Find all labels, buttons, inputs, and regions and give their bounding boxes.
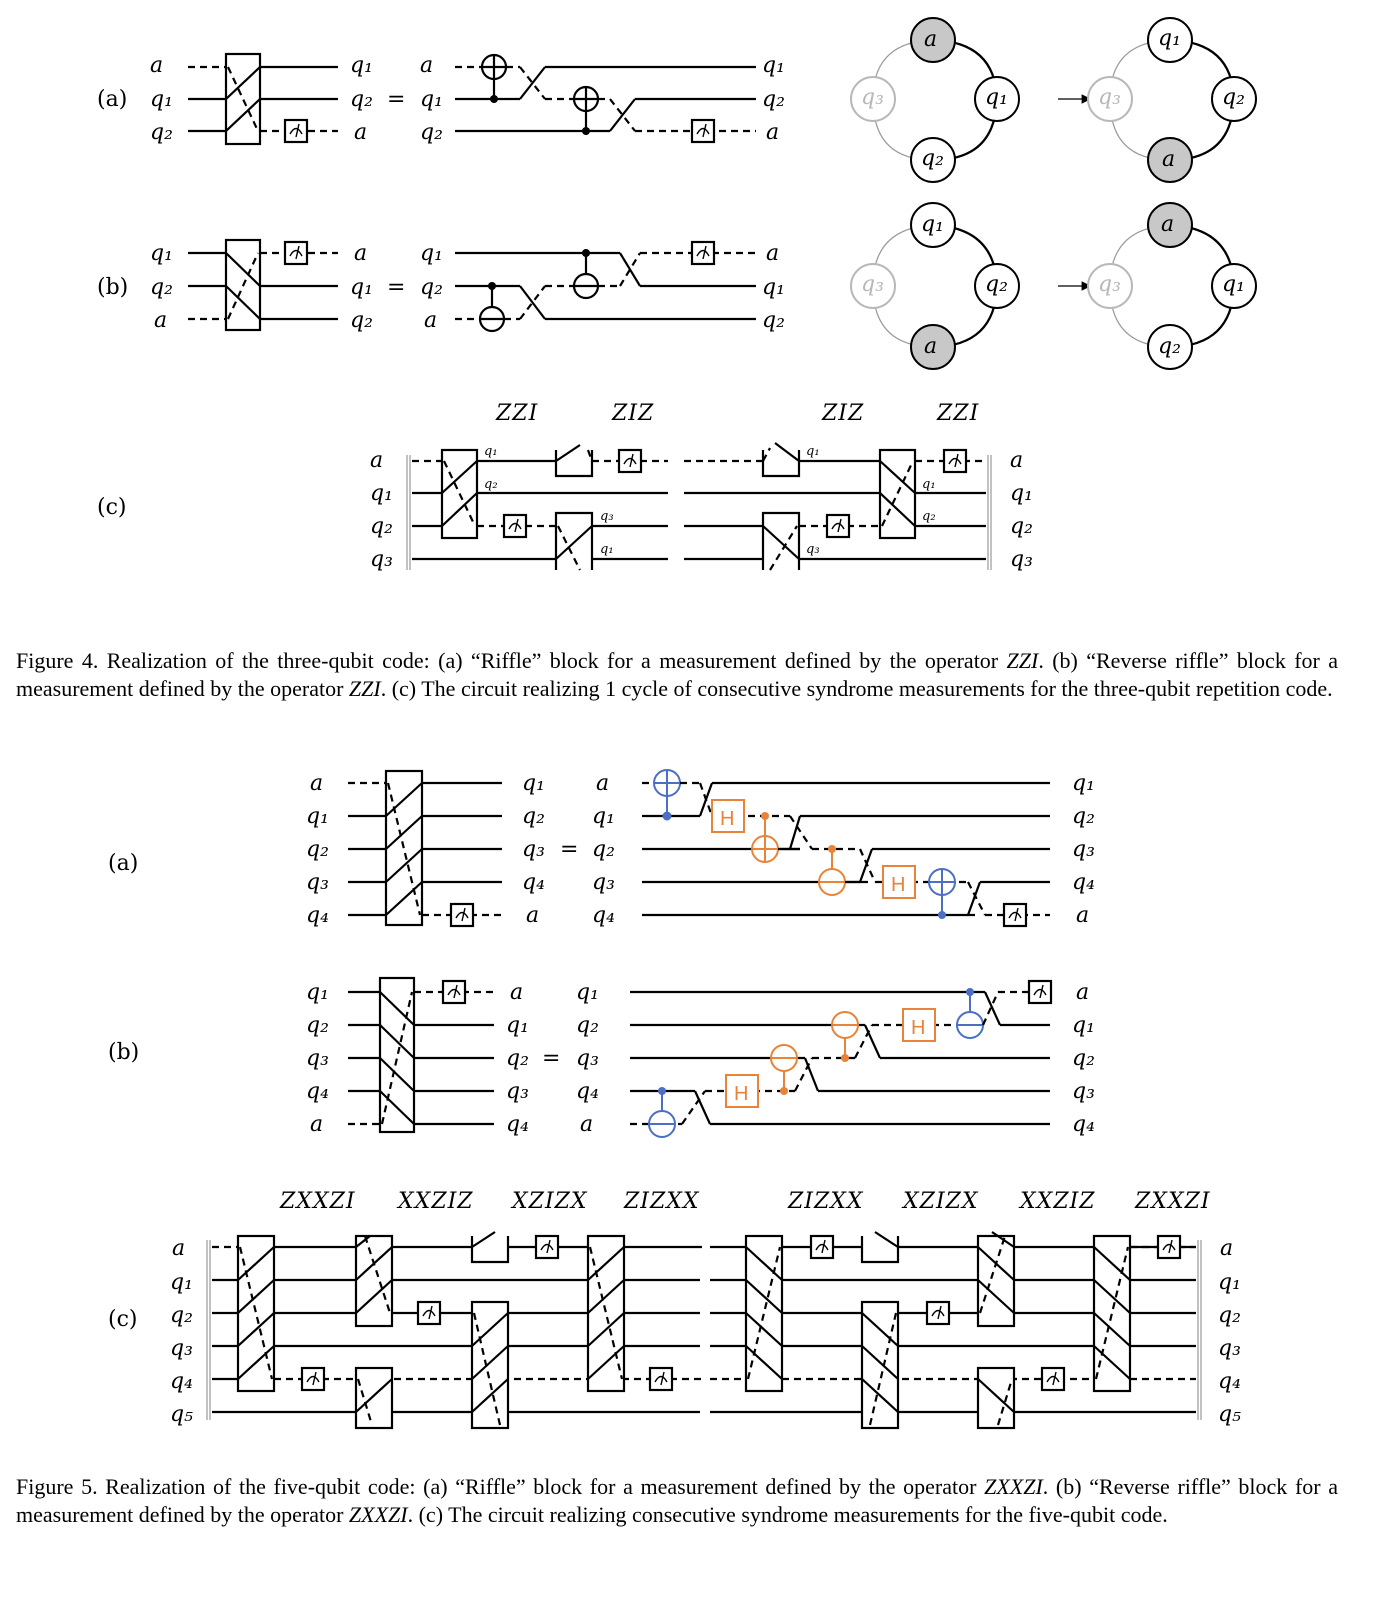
svg-text:q₂: q₂ — [306, 837, 329, 862]
measure-icon — [1029, 981, 1051, 1003]
svg-text:q₁: q₁ — [420, 241, 443, 266]
svg-text:q₁: q₁ — [1158, 26, 1181, 51]
measure-icon — [927, 1302, 949, 1324]
svg-text:a: a — [1162, 147, 1176, 172]
svg-text:a: a — [424, 308, 438, 333]
svg-text:q₃: q₃ — [861, 272, 884, 297]
svg-text:q₁: q₁ — [985, 85, 1008, 110]
svg-text:q₃: q₃ — [306, 1046, 329, 1071]
svg-text:q₃: q₃ — [1098, 272, 1121, 297]
fig5-part-c — [108, 1189, 1241, 1428]
svg-text:q₁: q₁ — [1222, 272, 1245, 297]
equals-sign: = — [387, 87, 406, 112]
svg-text:q₃: q₃ — [1072, 1079, 1095, 1104]
figure5-caption: Figure 5. Realization of the five-qubit code: (a) “Riffle” block for a measurement defined by the operator ZXXZI. (b) “Reverse riffle” block for a measurement defined by the operator ZXXZI. (c) The circuit realizing consecutive syndrome measurements for the five-qubit code. — [16, 1474, 1338, 1527]
measure-icon — [811, 1236, 833, 1258]
measure-icon — [285, 242, 307, 264]
fig4b-graph-after — [1088, 203, 1256, 369]
svg-text:q₁: q₁ — [806, 444, 820, 459]
svg-text:ZIZXX: ZIZXX — [624, 1189, 700, 1214]
measure-icon — [827, 515, 849, 537]
measure-icon — [650, 1368, 672, 1390]
svg-text:ZZI: ZZI — [937, 401, 980, 426]
svg-text:q₂: q₂ — [1072, 804, 1095, 829]
svg-text:a: a — [370, 448, 384, 473]
fig4-part-b — [97, 240, 785, 333]
svg-text:q₁: q₁ — [600, 542, 614, 557]
svg-text:a: a — [1076, 980, 1090, 1005]
svg-text:q₁: q₁ — [1218, 1270, 1241, 1295]
svg-text:q₁: q₁ — [506, 1013, 529, 1038]
svg-text:q₂: q₂ — [170, 1303, 193, 1328]
svg-text:q₂: q₂ — [522, 804, 545, 829]
svg-text:a: a — [580, 1112, 594, 1137]
svg-text:a: a — [310, 1112, 324, 1137]
svg-text:q₄: q₄ — [1072, 870, 1095, 895]
svg-text:a: a — [310, 771, 324, 796]
svg-text:q₃: q₃ — [306, 870, 329, 895]
svg-text:q₃: q₃ — [1010, 547, 1033, 572]
svg-text:q₂: q₂ — [922, 509, 936, 524]
svg-text:q₁: q₁ — [922, 477, 936, 492]
svg-text:q₁: q₁ — [762, 275, 785, 300]
svg-text:(b): (b) — [108, 1040, 140, 1065]
svg-text:q₁: q₁ — [1010, 481, 1033, 506]
svg-text:q₁: q₁ — [576, 980, 599, 1005]
svg-text:q₄: q₄ — [306, 1079, 329, 1104]
svg-text:q₄: q₄ — [170, 1369, 193, 1394]
svg-text:q₁: q₁ — [921, 212, 944, 237]
svg-text:a: a — [354, 241, 368, 266]
svg-text:q₃: q₃ — [1098, 85, 1121, 110]
svg-text:q₂: q₂ — [350, 308, 373, 333]
svg-text:q₂: q₂ — [150, 275, 173, 300]
svg-text:q₅: q₅ — [170, 1402, 193, 1427]
measure-icon — [944, 450, 966, 472]
svg-text:q₃: q₃ — [1072, 837, 1095, 862]
measure-icon — [1004, 904, 1026, 926]
measure-icon — [1042, 1368, 1064, 1390]
fig5-part-a — [108, 770, 1095, 928]
measure-icon — [692, 120, 714, 142]
svg-text:q₂: q₂ — [370, 514, 393, 539]
svg-text:a: a — [526, 903, 540, 928]
wire-label: a — [150, 53, 164, 78]
fig4-part-a — [97, 53, 785, 145]
svg-text:q₂: q₂ — [506, 1046, 529, 1071]
svg-text:q₂: q₂ — [985, 272, 1008, 297]
fig4b-graph-before — [851, 203, 1019, 369]
cnot-blue — [654, 770, 680, 820]
svg-text:q₄: q₄ — [506, 1112, 529, 1137]
svg-text:a: a — [1161, 212, 1175, 237]
svg-text:q₃: q₃ — [600, 509, 614, 524]
svg-text:a: a — [596, 771, 610, 796]
svg-text:q₁: q₁ — [350, 275, 373, 300]
wire-label: a — [354, 120, 368, 145]
svg-text:q₁: q₁ — [592, 804, 615, 829]
measure-icon — [1158, 1236, 1180, 1258]
svg-text:q₂: q₂ — [1218, 1303, 1241, 1328]
wire-label: q₂ — [150, 120, 173, 145]
svg-text:a: a — [1076, 903, 1090, 928]
svg-text:a: a — [924, 27, 938, 52]
svg-text:q₄: q₄ — [1072, 1112, 1095, 1137]
svg-text:q₂: q₂ — [306, 1013, 329, 1038]
wire-label: a — [420, 53, 434, 78]
svg-text:XZIZX: XZIZX — [903, 1189, 979, 1214]
svg-text:q₃: q₃ — [1218, 1336, 1241, 1361]
svg-text:q₂: q₂ — [420, 275, 443, 300]
svg-text:H: H — [734, 1083, 749, 1105]
svg-text:ZIZXX: ZIZXX — [788, 1189, 864, 1214]
measure-icon — [418, 1302, 440, 1324]
svg-text:a: a — [510, 980, 524, 1005]
svg-text:q₄: q₄ — [522, 870, 545, 895]
svg-text:q₂: q₂ — [1010, 514, 1033, 539]
svg-text:a: a — [924, 334, 938, 359]
part-label: (b) — [97, 275, 129, 300]
svg-text:q₂: q₂ — [762, 308, 785, 333]
svg-text:ZXXZI: ZXXZI — [1135, 1189, 1211, 1214]
fig4a-graph-after — [1088, 18, 1256, 182]
measure-icon — [619, 450, 641, 472]
svg-text:q₃: q₃ — [370, 547, 393, 572]
svg-text:q₁: q₁ — [150, 241, 173, 266]
svg-text:q₂: q₂ — [1072, 1046, 1095, 1071]
wire-label: q₂ — [762, 87, 785, 112]
svg-text:a: a — [766, 241, 780, 266]
svg-text:q₁: q₁ — [170, 1270, 193, 1295]
svg-text:a: a — [1220, 1236, 1234, 1261]
svg-text:H: H — [911, 1017, 926, 1039]
svg-text:q₂: q₂ — [921, 146, 944, 171]
wire-label: q₁ — [762, 53, 785, 78]
part-label: (a) — [97, 87, 128, 112]
riffle-block — [226, 54, 260, 144]
svg-text:q₂: q₂ — [592, 837, 615, 862]
wire-label: q₂ — [420, 120, 443, 145]
svg-text:(c): (c) — [97, 495, 127, 520]
svg-text:q₂: q₂ — [1222, 85, 1245, 110]
svg-text:H: H — [720, 808, 735, 830]
svg-text:q₂: q₂ — [1158, 334, 1181, 359]
svg-text:q₁: q₁ — [306, 980, 329, 1005]
svg-text:XXZIZ: XXZIZ — [1020, 1189, 1096, 1214]
fig4a-graph-before — [851, 18, 1019, 182]
svg-text:q₃: q₃ — [170, 1336, 193, 1361]
figure4-caption: Figure 4. Realization of the three-qubit code: (a) “Riffle” block for a measurement defined by the operator ZZI. (b) “Reverse riffle” block for a measurement defined by the operator ZZI. (c) The circuit realizing 1 cycle of consecutive syndrome measurements for the three-qubit repetition code. — [16, 648, 1338, 701]
svg-text:q₂: q₂ — [576, 1013, 599, 1038]
svg-text:a: a — [172, 1236, 186, 1261]
svg-text:q₁: q₁ — [484, 444, 498, 459]
svg-text:q₃: q₃ — [806, 542, 820, 557]
svg-text:XXZIZ: XXZIZ — [398, 1189, 474, 1214]
svg-text:ZZI: ZZI — [496, 401, 539, 426]
svg-text:ZXXZI: ZXXZI — [280, 1189, 356, 1214]
svg-text:q₃: q₃ — [506, 1079, 529, 1104]
measure-icon — [302, 1368, 324, 1390]
wire-label: q₁ — [420, 87, 443, 112]
svg-text:q₄: q₄ — [576, 1079, 599, 1104]
measure-icon — [536, 1236, 558, 1258]
svg-text:(c): (c) — [108, 1307, 138, 1332]
svg-text:q₁: q₁ — [306, 804, 329, 829]
svg-text:=: = — [387, 275, 406, 300]
svg-text:q₄: q₄ — [1218, 1369, 1241, 1394]
svg-text:q₃: q₃ — [861, 85, 884, 110]
measure-icon — [451, 904, 473, 926]
measure-icon — [285, 120, 307, 142]
svg-text:a: a — [1010, 448, 1024, 473]
svg-text:q₁: q₁ — [370, 481, 393, 506]
svg-text:(a): (a) — [108, 851, 139, 876]
svg-text:q₁: q₁ — [522, 771, 545, 796]
svg-text:q₅: q₅ — [1218, 1402, 1241, 1427]
measure-icon — [443, 981, 465, 1003]
measure-icon — [504, 515, 526, 537]
wire-label: q₁ — [150, 87, 173, 112]
svg-text:q₄: q₄ — [306, 903, 329, 928]
wire-label: q₁ — [350, 53, 373, 78]
svg-text:=: = — [542, 1046, 561, 1071]
svg-text:=: = — [560, 837, 579, 862]
wire-label: q₂ — [350, 87, 373, 112]
svg-text:q₄: q₄ — [592, 903, 615, 928]
measure-icon — [692, 242, 714, 264]
svg-text:q₃: q₃ — [522, 837, 545, 862]
fig5-part-b — [108, 978, 1095, 1137]
wire-label: a — [766, 120, 780, 145]
svg-text:ZIZ: ZIZ — [612, 401, 655, 426]
svg-text:H: H — [891, 874, 906, 896]
svg-text:q₁: q₁ — [1072, 1013, 1095, 1038]
svg-text:ZIZ: ZIZ — [822, 401, 865, 426]
fig4-part-c — [97, 401, 1033, 572]
svg-text:XZIZX: XZIZX — [512, 1189, 588, 1214]
svg-text:a: a — [154, 308, 168, 333]
svg-text:q₃: q₃ — [592, 870, 615, 895]
svg-text:q₃: q₃ — [576, 1046, 599, 1071]
svg-text:q₁: q₁ — [1072, 771, 1095, 796]
svg-text:q₂: q₂ — [484, 477, 498, 492]
